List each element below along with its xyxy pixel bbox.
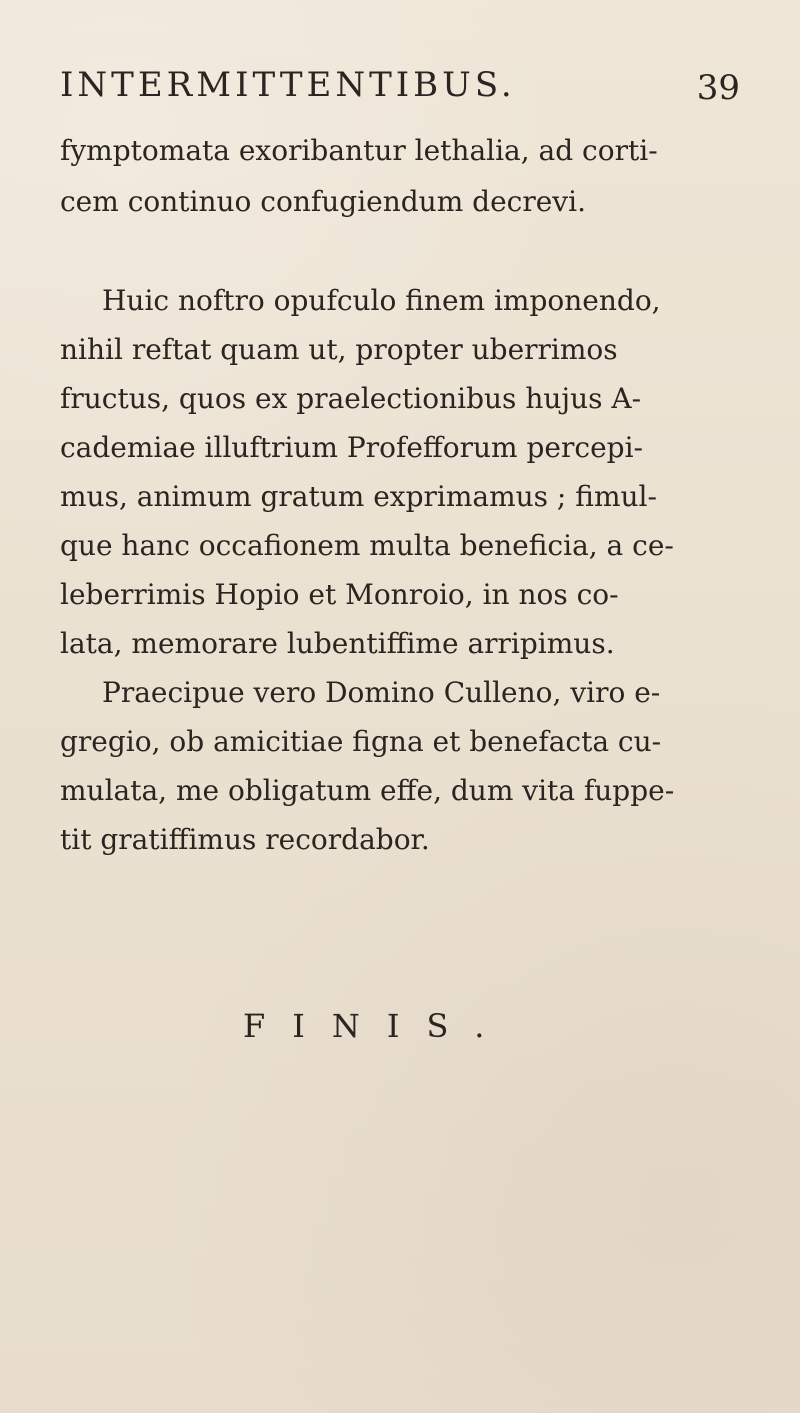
running-header (60, 65, 740, 120)
text-line: lata, memorare lubentiffime arripimus. (60, 627, 615, 660)
text-line: cademiae illuftrium Profefforum percepi- (60, 431, 643, 464)
finis-heading: FINIS. (243, 1007, 512, 1045)
page-number: 39 (696, 68, 740, 108)
text-line: tit gratiffimus recordabor. (60, 823, 430, 856)
paragraph-line: Praecipue vero Domino Culleno, viro e- (102, 676, 661, 709)
running-title: INTERMITTENTIBUS. (60, 65, 516, 105)
text-line: que hanc occafionem multa beneficia, a ce- (60, 529, 674, 562)
text-line: leberrimis Hopio et Monroio, in nos co- (60, 578, 619, 611)
text-line: fructus, quos ex praelectionibus hujus A- (60, 382, 642, 415)
text-line: nihil reftat quam ut, propter uberrimos (60, 333, 618, 366)
paragraph-line: Huic noftro opufculo finem imponendo, (102, 284, 661, 317)
text-line: gregio, ob amicitiae figna et benefacta cu- (60, 725, 662, 758)
text-line: fymptomata exoribantur lethalia, ad corti- (60, 134, 658, 167)
text-line: mus, animum gratum exprimamus ; fimul- (60, 480, 657, 513)
text-line: cem continuo confugiendum decrevi. (60, 185, 586, 218)
text-line: mulata, me obligatum effe, dum vita fuppe- (60, 774, 675, 807)
